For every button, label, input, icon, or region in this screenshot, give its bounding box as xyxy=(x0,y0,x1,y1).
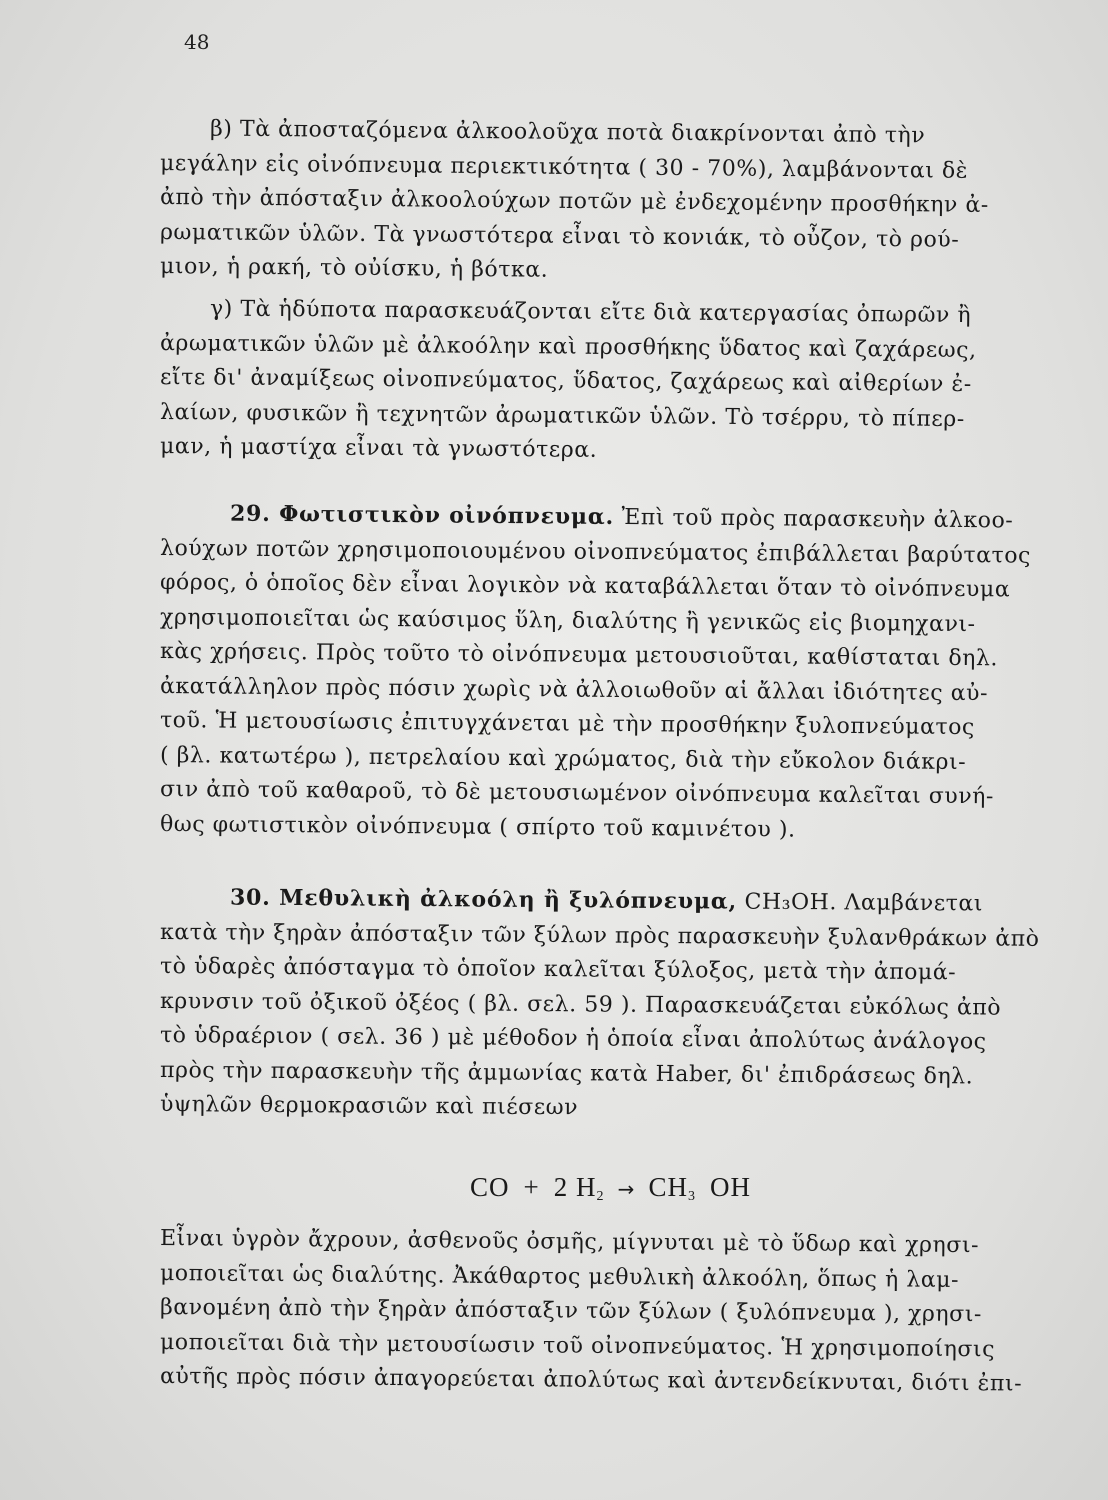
text-line: ὑψηλῶν θερμοκρασιῶν καὶ πιέσεων xyxy=(159,1092,579,1121)
text-line: μιον, ἡ ρακή, τὸ οὐίσκυ, ἡ βότκα. xyxy=(159,254,549,283)
text-line: πρὸς τὴν παρασκευὴν τῆς ἀμμωνίας κατὰ Haber, δι' ἐπιδράσεως δηλ. xyxy=(159,1057,974,1089)
text-span: Ἐπὶ τοῦ πρὸς παρασκευὴν ἀλκοο- xyxy=(613,504,1014,534)
text-line: ἀρωματικῶν ὑλῶν μὲ ἀλκοόλην καὶ προσθήκης ὕδατος καὶ ζαχάρεως, xyxy=(159,330,977,363)
equation-subscript: 3 xyxy=(688,1189,697,1204)
text-line: αὐτῆς πρὸς πόσιν ἀπαγορεύεται ἀπολύτως καὶ ἀντενδείκνυται, διότι ἐπι- xyxy=(159,1364,1023,1397)
text-line: φόρος, ὁ ὁποῖος δὲν εἶναι λογικὸν νὰ καταβάλλεται ὅταν τὸ οἰνόπνευμα xyxy=(159,570,1011,603)
text-line: βανομένη ἀπὸ τὴν ξηρὰν ἀπόσταξιν τῶν ξύλων ( ξυλόπνευμα ), χρησι- xyxy=(159,1295,983,1328)
equation-reactant-h2: 2 H xyxy=(553,1172,597,1202)
section-29-denatured-alcohol xyxy=(160,496,1050,842)
text-line: χρησιμοποιεῖται ὡς καύσιμος ὕλη, διαλύτης ἢ γενικῶς εἰς βιομηχανι- xyxy=(159,604,976,637)
text-line: λαίων, φυσικῶν ἢ τεχνητῶν ἀρωματικῶν ὑλῶν. Τὸ τσέρρυ, τὸ πίπερ- xyxy=(159,399,965,432)
equation-product-ch3: CH xyxy=(648,1172,689,1202)
paragraph-liqueurs xyxy=(160,292,1050,465)
section-30-methyl-alcohol xyxy=(160,880,1050,1123)
text-line: ( βλ. κατωτέρω ), πετρελαίου καὶ χρώματος, διὰ τὴν εὔκολον διάκρι- xyxy=(159,742,967,775)
reaction-arrow-icon: → xyxy=(617,1177,636,1201)
text-line: εἴτε δι' ἀναμίξεως οἰνοπνεύματος, ὕδατος, ζαχάρεως καὶ αἰθερίων ἐ- xyxy=(159,365,972,398)
text-line: τὸ ὑδραέριον ( σελ. 36 ) μὲ μέθοδον ἡ ὁποία εἶναι ἀπολύτως ἀνάλογος xyxy=(159,1023,987,1055)
text-line: ἀπὸ τὴν ἀπόσταξιν ἀλκοολούχων ποτῶν μὲ ἐνδεχομένην προσθήκην ἀ- xyxy=(159,185,989,218)
text-span: CH₃OH. Λαμβάνεται xyxy=(736,889,984,917)
section-30-heading: 30. Μεθυλικὴ ἀλκοόλη ἢ ξυλόπνευμα, xyxy=(229,884,738,915)
text-line: κρυνσιν τοῦ ὀξικοῦ ὀξέος ( βλ. σελ. 59 ). Παρασκευάζεται εὐκόλως ἀπὸ xyxy=(159,988,1002,1021)
text-line: μοποιεῖται διὰ τὴν μετουσίωσιν τοῦ οἰνοπνεύματος. Ἡ χρησιμοποίησις xyxy=(159,1329,996,1362)
page-number: 48 xyxy=(184,30,210,54)
text-line: λούχων ποτῶν χρησιμοποιουμένου οἰνοπνεύματος ἐπιβάλλεται βαρύτατος xyxy=(159,535,1032,569)
equation-reactant-co: CO xyxy=(470,1172,510,1202)
equation-plus: + xyxy=(523,1172,540,1202)
equation-product-oh: OH xyxy=(710,1172,752,1202)
paragraph-methanol-properties xyxy=(160,1222,1050,1395)
text-line: τὸ ὑδαρὲς ἀπόσταγμα τὸ ὁποῖον καλεῖται ξύλοξος, μετὰ τὴν ἀπομά- xyxy=(159,954,957,986)
text-line: μοποιεῖται ὡς διαλύτης. Ἀκάθαρτος μεθυλικὴ ἀλκοόλη, ὅπως ἡ λαμ- xyxy=(159,1260,960,1293)
text-line: ρωματικῶν ὑλῶν. Τὰ γνωστότερα εἶναι τὸ κονιάκ, τὸ οὖζον, τὸ ρού- xyxy=(159,219,960,253)
text-line: σιν ἀπὸ τοῦ καθαροῦ, τὸ δὲ μετουσιωμένον οἰνόπνευμα καλεῖται συνή- xyxy=(159,777,995,810)
text-line: ἀκατάλληλον πρὸς πόσιν χωρὶς νὰ ἀλλοιωθοῦν αἱ ἄλλαι ἰδιότητες αὐ- xyxy=(159,673,989,706)
paragraph-distilled-drinks xyxy=(160,112,1050,285)
text-line: γ) Τὰ ἡδύποτα παρασκευάζονται εἴτε διὰ κατεργασίας ὀπωρῶν ἢ xyxy=(209,296,972,329)
text-line: β) Τὰ ἀποσταζόμενα ἀλκοολοῦχα ποτὰ διακρίνονται ἀπὸ τὴν xyxy=(209,116,926,149)
equation-subscript: 2 xyxy=(596,1189,605,1204)
text-line: κὰς χρήσεις. Πρὸς τοῦτο τὸ οἰνόπνευμα μετουσιοῦται, καθίσταται δηλ. xyxy=(159,639,999,672)
text-line: κατὰ τὴν ξηρὰν ἀπόσταξιν τῶν ξύλων πρὸς παρασκευὴν ξυλανθράκων ἀπὸ xyxy=(159,919,1040,952)
text-line: Εἶναι ὑγρὸν ἄχρουν, ἀσθενοῦς ὀσμῆς, μίγνυται μὲ τὸ ὕδωρ καὶ χρησι- xyxy=(159,1226,980,1259)
text-line: θως φωτιστικὸν οἰνόπνευμα ( σπίρτο τοῦ καμινέτου ). xyxy=(159,811,796,843)
section-29-heading: 29. Φωτιστικὸν οἰνόπνευμα. xyxy=(229,500,615,530)
text-line: μεγάλην εἰς οἰνόπνευμα περιεκτικότητα ( 30 - 70%), λαμβάνονται δὲ xyxy=(159,150,969,184)
text-line: μαν, ἡ μαστίχα εἶναι τὰ γνωστότερα. xyxy=(159,434,598,463)
methanol-synthesis-equation xyxy=(470,1172,751,1205)
text-line: τοῦ. Ἡ μετουσίωσις ἐπιτυγχάνεται μὲ τὴν προσθήκην ξυλοπνεύματος xyxy=(159,708,975,741)
